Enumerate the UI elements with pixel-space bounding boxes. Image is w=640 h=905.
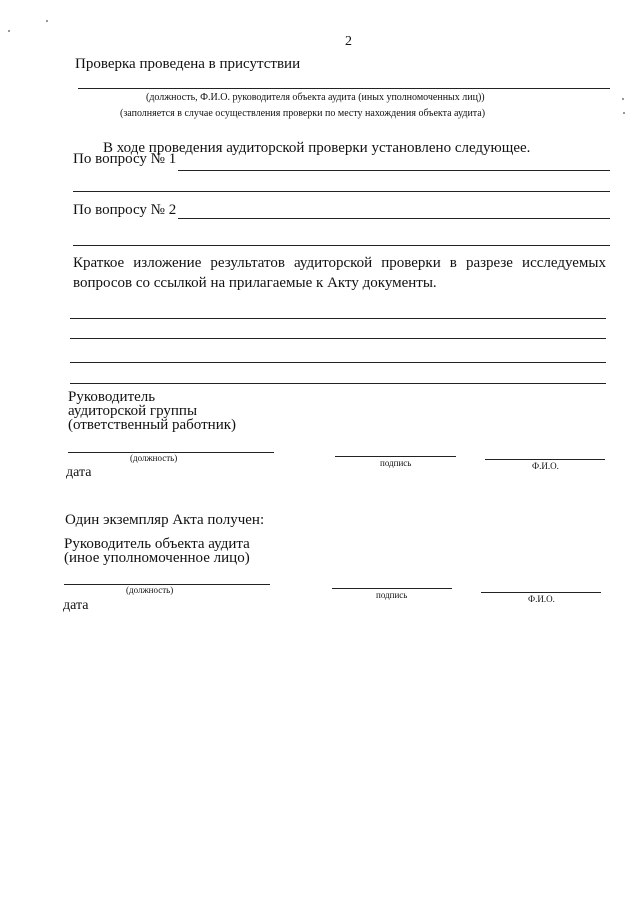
summary-line[interactable] [70, 318, 606, 319]
auditor-title-1: Руководитель [68, 389, 156, 405]
receipt-signature-line[interactable] [332, 588, 452, 589]
question-2-line[interactable] [73, 245, 610, 246]
auditor-name-caption: Ф.И.О. [532, 461, 559, 471]
presence-label: Проверка проведена в присутствии [75, 56, 301, 72]
auditor-title-3: (ответственный работник) [68, 417, 237, 433]
summary-line[interactable] [70, 362, 606, 363]
receipt-title-2: (иное уполномоченное лицо) [64, 550, 250, 566]
presence-fill-line[interactable] [78, 88, 610, 89]
question-1-line[interactable] [178, 170, 610, 171]
receipt-name-line[interactable] [481, 592, 601, 593]
auditor-title-2: аудиторской группы [68, 403, 198, 419]
question-2-label: По вопросу № 2 [73, 202, 177, 218]
summary-heading-line-2: вопросов со ссылкой на прилагаемые к Акту документы. [73, 275, 437, 291]
auditor-signature-line[interactable] [335, 456, 456, 457]
receipt-date-label: дата [63, 598, 89, 613]
question-1-line[interactable] [73, 191, 610, 192]
receipt-position-caption: (должность) [126, 585, 174, 595]
receipt-title-1: Руководитель объекта аудита [64, 536, 250, 552]
auditor-signature-caption: подпись [380, 458, 412, 468]
receipt-name-caption: Ф.И.О. [528, 594, 555, 604]
auditor-name-line[interactable] [485, 459, 605, 460]
summary-heading-line-1: Краткое изложение результатов аудиторской проверки в разрезе исследуемых [73, 255, 606, 271]
presence-caption-1: (должность, Ф.И.О. руководителя объекта аудита (иных уполномоченных лиц)) [146, 92, 485, 103]
receipt-signature-caption: подпись [376, 590, 408, 600]
page-number: 2 [345, 34, 352, 49]
auditor-date-label: дата [66, 465, 92, 480]
auditor-position-caption: (должность) [130, 453, 178, 463]
receipt-label: Один экземпляр Акта получен: [65, 512, 265, 528]
presence-caption-2: (заполняется в случае осуществления проверки по месту нахождения объекта аудита) [120, 108, 486, 119]
findings-intro: В ходе проведения аудиторской проверки установлено следующее. [103, 140, 531, 156]
scan-speck [622, 98, 624, 100]
summary-line[interactable] [70, 338, 606, 339]
summary-line[interactable] [70, 383, 606, 384]
scan-speck [623, 112, 625, 114]
scan-speck [46, 20, 48, 22]
scan-speck [8, 30, 10, 32]
question-1-label: По вопросу № 1 [73, 151, 177, 167]
question-2-line[interactable] [178, 218, 610, 219]
